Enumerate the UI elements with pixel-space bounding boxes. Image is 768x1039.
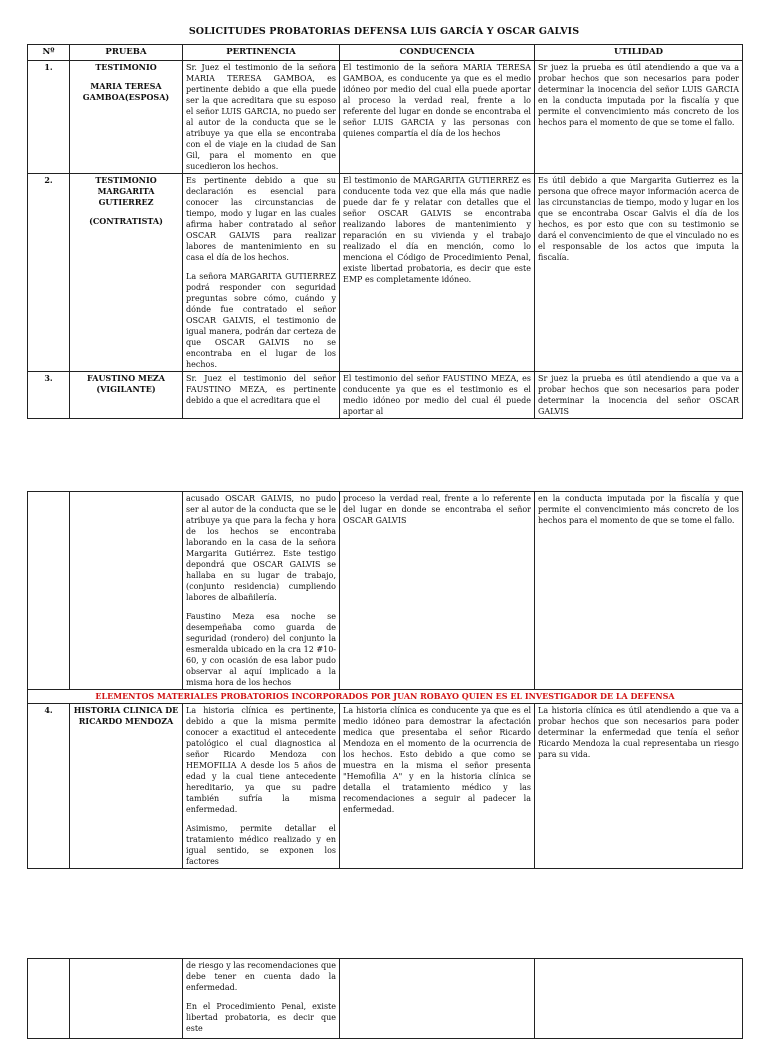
header-num: Nº xyxy=(28,45,70,61)
row-number: 2. xyxy=(28,174,70,372)
prueba-witness: MARIA TERESA GAMBOA(ESPOSA) xyxy=(82,81,170,102)
header-pertinencia: PERTINENCIA xyxy=(183,45,340,61)
utilidad-cell: en la conducta imputada por la fiscalía y que permite el convencimiento más concreto de los hechos para el momento de que se tome el fallo. xyxy=(535,492,743,690)
conducencia-cell: La historia clínica es conducente ya que es el medio idóneo para demostrar la afectación medica que presentaba el señor Ricardo Mendoza en el momento de la ocurrencia de los hechos. Esto debido a que como se muestra en la misma el señor presenta "Hemofilia A" y en la historia clínica se detalla el tratamiento médico y las recomendaciones a seguir al padecer la enfermedad. xyxy=(340,704,535,869)
evidence-table-page-1 xyxy=(27,44,743,419)
row-number: 1. xyxy=(28,61,70,174)
conducencia-cell: El testimonio de la señora MARIA TERESA GAMBOA, es conducente ya que es el medio idóneo por medio del cual ella puede aportar al proceso la verdad real, frente a lo referente del lugar en donde se encontraba el señor LUIS GARCIA y las personas con quienes compartía el día de los hechos xyxy=(340,61,535,174)
prueba-witness: (CONTRATISTA) xyxy=(89,216,163,226)
pertinencia-paragraph: acusado OSCAR GALVIS, no pudo ser al autor de la conducta que se le atribuye ya que para la fecha y hora de los hechos se encontraba laborando en la casa de la señora Margarita Gutiérrez. Este testigo depondrá que OSCAR GALVIS se hallaba en su lugar de trabajo, (conjunto residencia) cumpliendo labores de albañilería. xyxy=(186,494,336,602)
pertinencia-paragraph: En el Procedimiento Penal, existe libertad probatoria, es decir que este xyxy=(186,1002,336,1033)
prueba-cell: HISTORIA CLINICA DE RICARDO MENDOZA xyxy=(70,704,183,869)
utilidad-cell: Sr juez la prueba es útil atendiendo a que va a probar hechos que son necesarios para poder determinar la inocencia del señor LUIS GARCIA en la conducta imputada por la fiscalía y que permite el convencimiento más concreto de los hechos para el momento de que se tome el fallo. xyxy=(535,61,743,174)
pertinencia-cell xyxy=(183,959,340,1039)
header-prueba: PRUEBA xyxy=(70,45,183,61)
pertinencia-cell xyxy=(183,704,340,869)
prueba-witness: (VIGILANTE) xyxy=(96,384,156,394)
row-number xyxy=(28,492,70,690)
row-number: 3. xyxy=(28,372,70,419)
conducencia-cell: El testimonio del señor FAUSTINO MEZA, es conducente ya que es el testimonio es el medio idóneo por medio del cual él puede aportar al xyxy=(340,372,535,419)
pertinencia-cell: Sr. Juez el testimonio de la señora MARIA TERESA GAMBOA, es pertinente debido a que ella puede ser la que acreditara que su esposo el señor LUIS GARCIA, no puedo ser al autor de la conducta que se le atribuye ya que ella se encontraba con el de viaje en la ciudad de San Gil, para el momento en que sucedieron los hechos. xyxy=(183,61,340,174)
utilidad-cell: Sr juez la prueba es útil atendiendo a que va a probar hechos que son necesarios para poder determinar la inocencia del señor OSCAR GALVIS xyxy=(535,372,743,419)
pertinencia-paragraph: La señora MARGARITA GUTIERREZ podrá responder con seguridad preguntas sobre cómo, cuándo y dónde fue contratado el señor OSCAR GALVIS, el testimonio de igual manera, podrán dar certeza de que OSCAR GALVIS no se encontraba en el lugar de los hechos. xyxy=(186,272,336,369)
prueba-type: TESTIMONIO xyxy=(95,62,157,72)
table-row xyxy=(28,61,743,174)
pertinencia-paragraph: Asimismo, permite detallar el tratamiento médico realizado y en igual sentido, se exponen los factores xyxy=(186,824,336,866)
utilidad-cell xyxy=(535,959,743,1039)
prueba-cell xyxy=(70,959,183,1039)
pertinencia-paragraph: de riesgo y las recomendaciones que debe tener en cuenta dado la enfermedad. xyxy=(186,961,336,992)
header-conducencia: CONDUCENCIA xyxy=(340,45,535,61)
document-title: SOLICITUDES PROBATORIAS DEFENSA LUIS GARCÍA Y OSCAR GALVIS xyxy=(188,26,580,37)
pertinencia-paragraph: Faustino Meza esa noche se desempeñaba como guarda de seguridad (rondero) del conjunto la esmeralda ubicado en la cra 12 #10-60, y con ocasión de esa labor pudo observar al aquí implicado a la misma hora de los hechos xyxy=(186,612,336,687)
pertinencia-cell: Sr. Juez el testimonio del señor FAUSTINO MEZA, es pertinente debido a que el acreditara que el xyxy=(183,372,340,419)
section-heading-row xyxy=(28,690,743,704)
utilidad-cell: La historia clínica es útil atendiendo a que va a probar hechos que son necesarios para poder determinar la enfermedad que tenía el señor Ricardo Mendoza la cual representaba un riesgo para su vida. xyxy=(535,704,743,869)
evidence-table-page-3 xyxy=(27,958,743,1039)
table-row xyxy=(28,959,743,1039)
table-row xyxy=(28,704,743,869)
prueba-cell xyxy=(70,61,183,174)
pertinencia-paragraph: Es pertinente debido a que su declaración es esencial para conocer las circunstancias de tiempo, modo y lugar en las cuales afirma haber contratado al señor OSCAR GALVIS para realizar labores de mantenimiento en su casa el día de los hechos. xyxy=(186,176,336,262)
prueba-type: FAUSTINO MEZA xyxy=(87,373,165,383)
prueba-type: TESTIMONIO MARGARITA GUTIERREZ xyxy=(95,175,157,207)
table-row xyxy=(28,174,743,372)
table-row xyxy=(28,372,743,419)
conducencia-cell xyxy=(340,959,535,1039)
table-row xyxy=(28,492,743,690)
conducencia-cell: El testimonio de MARGARITA GUTIERREZ es conducente toda vez que ella más que nadie puede dar fe y relatar con detalles que el señor OSCAR GALVIS se encontraba realizando labores de mantenimiento y reparación en su vivienda y el trabajo realizado el día en mención, como lo menciona el Código de Procedimiento Penal, existe libertad probatoria, es decir que este EMP es completamente idóneo. xyxy=(340,174,535,372)
section-heading: ELEMENTOS MATERIALES PROBATORIOS INCORPORADOS POR JUAN ROBAYO QUIEN ES EL INVESTIGADOR DE LA DEFENSA xyxy=(28,690,743,704)
pertinencia-paragraph: La historia clínica es pertinente, debido a que la misma permite conocer a exactitud el antecedente patológico el cual diagnostica al señor Ricardo Mendoza con HEMOFILIA A desde los 5 años de edad y la cual tiene antecedente hereditario, ya que su padre también sufría la misma enfermedad. xyxy=(186,706,336,814)
row-number: 4. xyxy=(28,704,70,869)
evidence-table-page-2 xyxy=(27,491,743,869)
header-utilidad: UTILIDAD xyxy=(535,45,743,61)
row-number xyxy=(28,959,70,1039)
utilidad-cell: Es útil debido a que Margarita Gutierrez es la persona que ofrece mayor información acerca de las circunstancias de tiempo, modo y lugar en los que se encontraba Oscar Galvis el día de los hechos, es por esto que con su testimonio se dará el convencimiento de que el vinculado no es el responsable de los actos que imputa la fiscalía. xyxy=(535,174,743,372)
prueba-cell xyxy=(70,492,183,690)
table-header-row xyxy=(28,45,743,61)
pertinencia-cell xyxy=(183,492,340,690)
pertinencia-cell xyxy=(183,174,340,372)
prueba-cell xyxy=(70,372,183,419)
prueba-cell xyxy=(70,174,183,372)
conducencia-cell: proceso la verdad real, frente a lo referente del lugar en donde se encontraba el señor OSCAR GALVIS xyxy=(340,492,535,690)
